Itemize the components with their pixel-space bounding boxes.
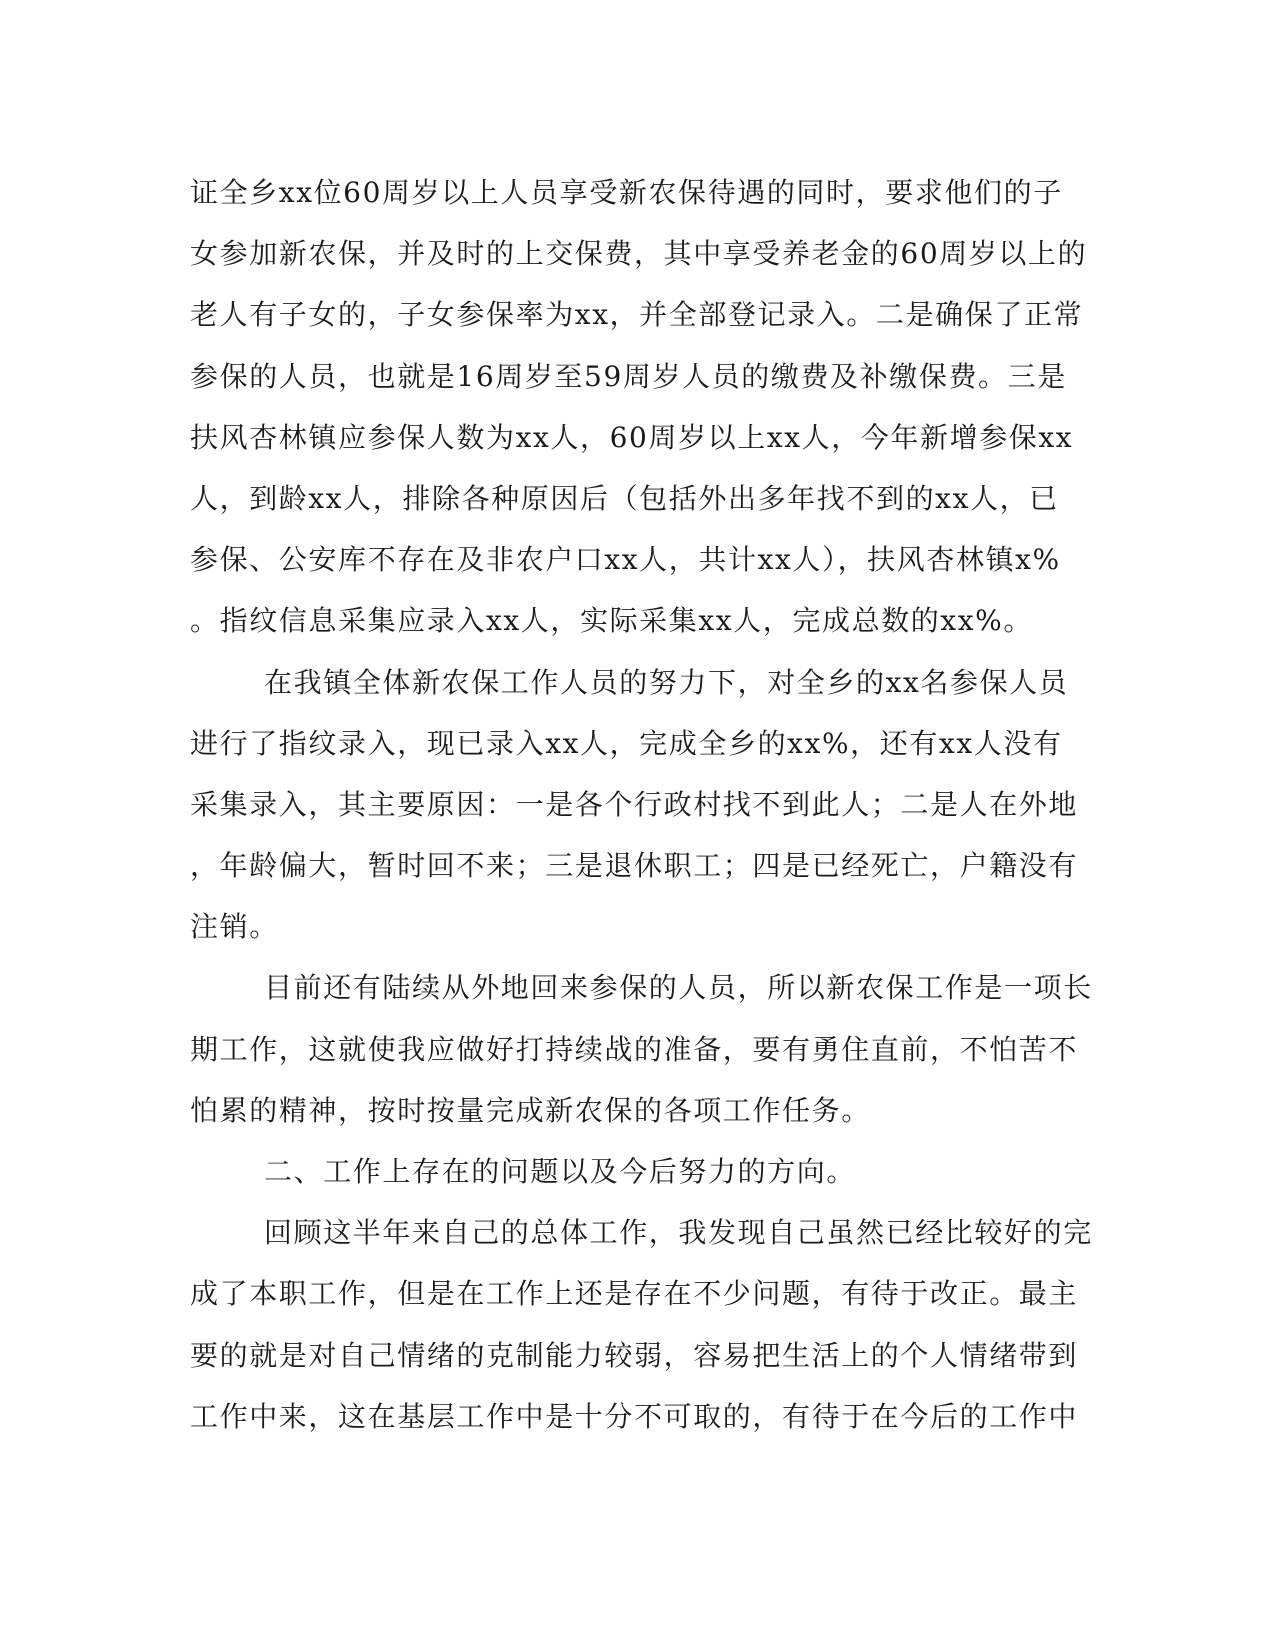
text-line: 期工作，这就使我应做好打持续战的准备，要有勇住直前，不怕苦不 (190, 1032, 1079, 1066)
text-line: 扶风杏林镇应参保人数为xx人，60周岁以上xx人，今年新增参保xx (190, 420, 1074, 454)
text-line: 参保的人员，也就是16周岁至59周岁人员的缴费及补缴保费。三是 (190, 359, 1067, 393)
text-line: 工作中来，这在基层工作中是十分不可取的，有待于在今后的工作中 (190, 1399, 1079, 1433)
text-line: 证全乡xx位60周岁以上人员享受新农保待遇的同时，要求他们的子 (190, 176, 1063, 209)
text-line: 怕累的精神，按时按量完成新农保的各项工作任务。 (190, 1093, 871, 1127)
paragraph-first-line: 回顾这半年来自己的总体工作，我发现自己虽然已经比较好的完 (264, 1216, 1093, 1250)
text-line: 注销。 (190, 910, 279, 944)
text-line: ，年龄偏大，暂时回不来；三是退休职工；四是已经死亡，户籍没有 (190, 849, 1079, 883)
text-line: 老人有子女的，子女参保率为xx，并全部登记录入。二是确保了正常 (190, 298, 1084, 332)
text-line: 人，到龄xx人，排除各种原因后（包括外出多年找不到的xx人，已 (190, 481, 1059, 515)
text-line: 成了本职工作，但是在工作上还是存在不少问题，有待于改正。最主 (190, 1277, 1079, 1311)
text-line: 女参加新农保，并及时的上交保费，其中享受养老金的60周岁以上的 (190, 237, 1088, 271)
text-line: 采集录入，其主要原因：一是各个行政村找不到此人；二是人在外地 (190, 787, 1079, 821)
paragraph-first-line: 目前还有陆续从外地回来参保的人员，所以新农保工作是一项长 (264, 971, 1093, 1005)
text-line: 。指纹信息采集应录入xx人，实际采集xx人，完成总数的xx%。 (190, 604, 1033, 638)
paragraph-first-line: 在我镇全体新农保工作人员的努力下，对全乡的xx名参保人员 (264, 665, 1069, 699)
text-line: 参保、公安库不存在及非农户口xx人，共计xx人），扶风杏林镇x% (190, 543, 1061, 577)
document-body (190, 162, 1093, 1447)
text-line: 进行了指纹录入，现已录入xx人，完成全乡的xx%，还有xx人没有 (190, 726, 1063, 760)
text-line: 要的就是对自己情绪的克制能力较弱，容易把生活上的个人情绪带到 (190, 1338, 1079, 1372)
paragraph-first-line: 二、工作上存在的问题以及今后努力的方向。 (264, 1155, 857, 1188)
